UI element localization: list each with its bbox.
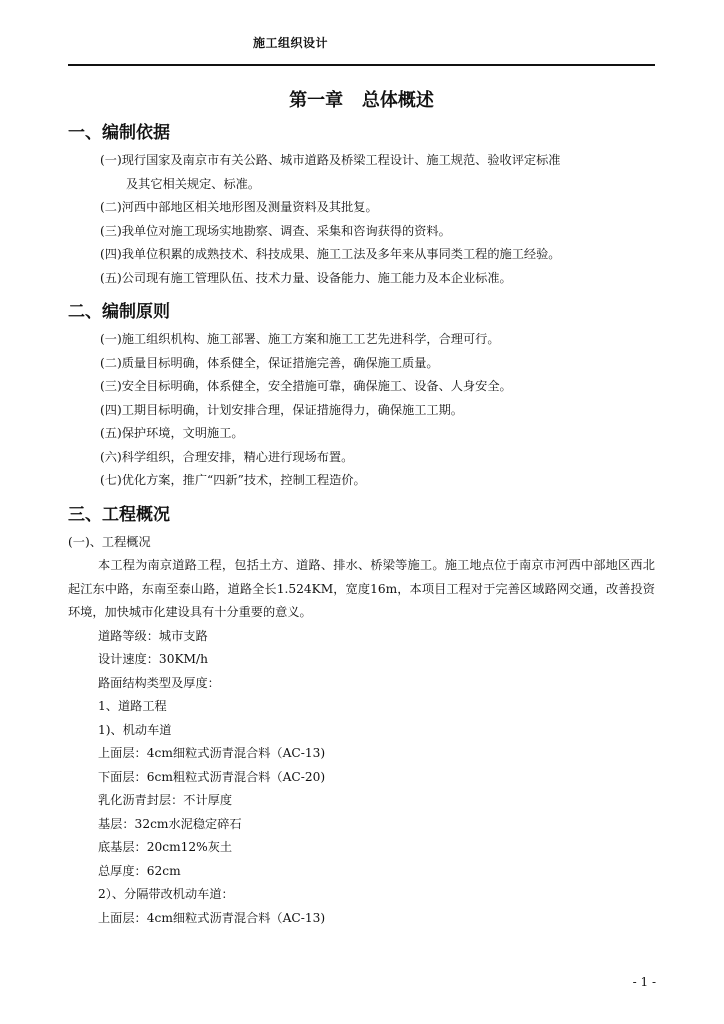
list-item: (四)工期目标明确，计划安排合理，保证措施得力，确保施工工期。 [100,402,463,417]
list-item: (七)优化方案，推广“四新”技术，控制工程造价。 [100,473,366,487]
list-item: (一)施工组织机构、施工部署、施工方案和施工工艺先进科学，合理可行。 [100,332,500,346]
spec-line: 底基层：20cm12%灰土 [98,840,233,854]
list-item: (六)科学组织，合理安排，精心进行现场布置。 [100,449,354,464]
spacer [68,493,655,503]
spec-line: 1)、机动车道 [98,722,172,737]
spec-line: 乳化沥青封层：不计厚度 [98,793,233,807]
section-overview [68,503,655,931]
list-item: (一)现行国家及南京市有关公路、城市道路及桥梁工程设计、施工规范、验收评定标准 [100,153,561,167]
section-heading: 三、工程概况 [68,504,170,525]
page-number: - 1 - [632,975,656,989]
header-title: 施工组织设计 [253,36,329,50]
section-basis [68,121,655,290]
spec-line: 总厚度：62cm [98,863,181,878]
section-heading: 二、编制原则 [68,302,170,322]
list-item: (五)保护环境，文明施工。 [100,426,244,440]
list-item: (三)我单位对施工现场实地勘察、调查、采集和咨询获得的资料。 [100,223,451,238]
header-rule [68,64,655,66]
spec-line: 上面层：4cm细粒式沥青混合料（AC-13) [98,746,326,760]
chapter-title: 第一章 总体概述 [289,90,434,111]
subsection-heading: (一)、工程概况 [68,534,151,549]
list-item: (二)质量目标明确，体系健全，保证措施完善，确保施工质量。 [100,355,439,370]
spec-line: 设计速度：30KM/h [98,652,208,666]
list-item: (五)公司现有施工管理队伍、技术力量、设备能力、施工能力及本企业标准。 [100,270,512,285]
section-heading: 一、编制依据 [68,123,170,143]
spec-line: 2）、分隔带改机动车道： [98,887,234,901]
list-item: (四)我单位积累的成熟技术、科技成果、施工工法及多年来从事同类工程的施工经验。 [100,247,561,261]
spacer [68,290,655,300]
spec-line: 上面层：4cm细粒式沥青混合料（AC-13) [98,910,326,925]
list-item: (二)河西中部地区相关地形图及测量资料及其批复。 [100,200,378,214]
spec-line: 路面结构类型及厚度： [98,675,220,690]
spec-line: 基层：32cm水泥稳定碎石 [98,816,242,831]
list-item: (三)安全目标明确，体系健全，安全措施可靠，确保施工、设备、人身安全。 [100,379,512,393]
overview-paragraph: 本工程为南京道路工程，包括土方、道路、排水、桥梁等施工。施工地点位于南京市河西中部地区西北起江东中路，东南至泰山路，道路全长1.524KM，宽度16m，本项目工程对于完善区域路网交通，改善投资环境，加快城市化建设具有十分重要的意义。 [68,558,655,619]
list-item-continuation: 及其它相关规定、标准。 [126,176,261,191]
section-principles [68,300,655,493]
document-body [68,86,655,930]
spec-line: 下面层：6cm粗粒式沥青混合料（AC-20) [98,769,326,784]
spec-line: 1、道路工程 [98,699,167,713]
spec-line: 道路等级：城市支路 [98,628,208,643]
